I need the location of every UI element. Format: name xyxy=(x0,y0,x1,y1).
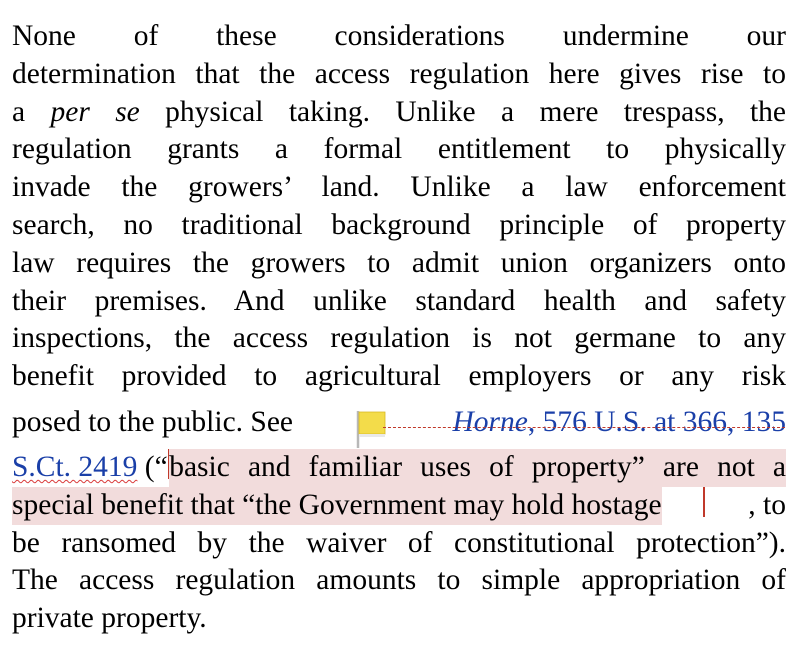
text-line-12 xyxy=(12,449,786,487)
text-line-5: invade the growers’ land. Unlike a law enforcement xyxy=(12,171,786,204)
word: these xyxy=(216,20,277,52)
opinion-paragraph xyxy=(12,18,786,638)
word: of xyxy=(133,20,159,52)
word: None xyxy=(12,20,76,52)
text-line-3 xyxy=(12,94,786,132)
text-line-9: inspections, the access regulation is not germane to any xyxy=(12,322,786,355)
text-segment xyxy=(137,449,786,487)
text-line-4: regulation grants a formal entitlement to physically xyxy=(12,133,786,166)
text-line-2: determination that the access regulation here gives rise to xyxy=(12,57,786,90)
word: undermine xyxy=(562,20,689,52)
text-line-14: be ransomed by the waiver of constitutional protection”). xyxy=(12,526,786,559)
text-line-16: private property. xyxy=(12,602,207,635)
citation-link-cont[interactable]: S.Ct. 2419 xyxy=(12,450,138,483)
text-line-8: their premises. And unlike standard health and safety xyxy=(12,284,786,317)
text-segment: , to xyxy=(748,488,786,521)
yellow-flag-icon[interactable] xyxy=(355,409,391,449)
italic-phrase: per se xyxy=(50,95,140,128)
text-segment: posed to the public. See xyxy=(12,405,294,438)
text-line-15: The access regulation amounts to simple appropriation of xyxy=(12,564,786,597)
citation-rest: , 576 U.S. at 366, 135 xyxy=(527,405,786,438)
text-segment: physical taking. Unlike a mere trespass, the xyxy=(139,95,786,128)
highlighted-quote-2[interactable]: special benefit that “the Government may hold hostage xyxy=(12,487,662,525)
text-line-1 xyxy=(12,18,786,56)
text-line-11 xyxy=(12,396,786,449)
text-line-13 xyxy=(12,487,786,525)
text-line-7: law requires the growers to admit union organizers onto xyxy=(12,246,786,279)
text-cursor xyxy=(703,487,705,517)
text-segment: a xyxy=(12,95,51,128)
word: our xyxy=(746,20,786,52)
highlighted-quote-1[interactable]: basic and familiar uses of property” are not a xyxy=(169,449,786,487)
citation-link[interactable]: Horne, 576 U.S. at 366, 135 xyxy=(452,405,786,438)
open-quote: (“ xyxy=(137,450,168,483)
text-line-10: benefit provided to agricultural employers or any risk xyxy=(12,360,786,393)
link-dashed-border xyxy=(383,427,785,428)
text-line-6: search, no traditional background principle of property xyxy=(12,208,786,241)
word: considerations xyxy=(334,20,505,52)
